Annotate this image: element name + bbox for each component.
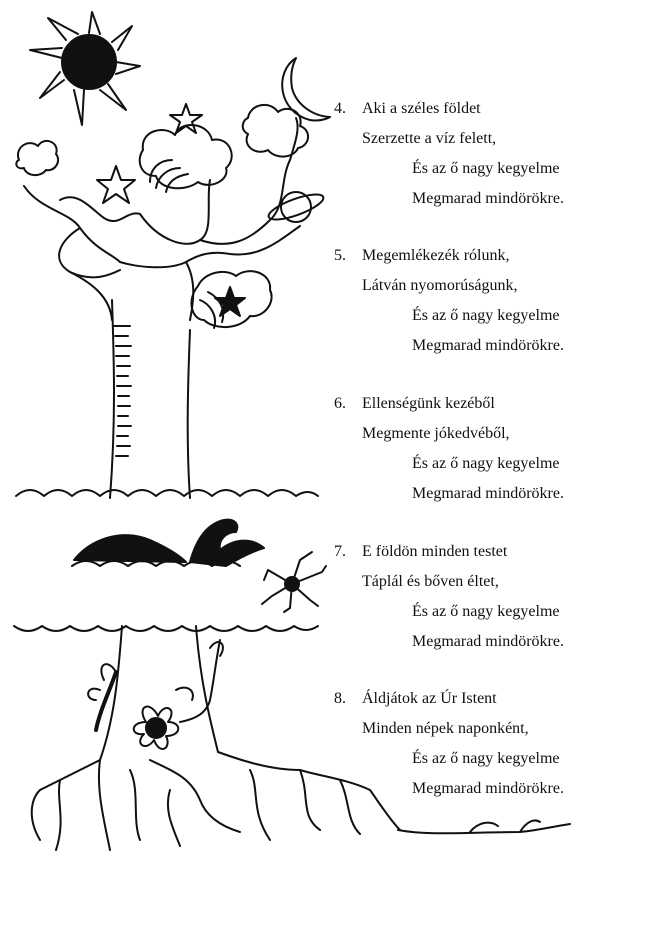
verse-line: Minden népek naponként, <box>362 720 529 737</box>
verse-line: És az ő nagy kegyelme <box>412 455 560 472</box>
verse-line: Megmarad mindörökre. <box>412 337 564 354</box>
verse-line: És az ő nagy kegyelme <box>412 160 560 177</box>
verse-number: 8. <box>334 690 346 707</box>
verse-number: 5. <box>334 247 346 264</box>
verse-line: Aki a széles földet <box>362 100 481 117</box>
sun-icon <box>30 12 140 125</box>
verse-number: 4. <box>334 100 346 117</box>
planet-icon <box>266 190 326 225</box>
hill-icon <box>74 520 264 566</box>
moon-icon <box>282 58 330 120</box>
spider-icon <box>262 552 326 612</box>
verse-line: Szerzette a víz felett, <box>362 130 497 147</box>
star-icon <box>97 104 245 316</box>
verse-line: Megmarad mindörökre. <box>412 485 564 502</box>
verse-line: Táplál és bőven éltet, <box>362 573 499 590</box>
verse-line: Áldjátok az Úr Istent <box>362 690 497 707</box>
verse-line: És az ő nagy kegyelme <box>412 307 560 324</box>
verse-line: Megmente jókedvéből, <box>362 425 510 442</box>
verse-line: Megmarad mindörökre. <box>412 633 564 650</box>
verse-line: És az ő nagy kegyelme <box>412 750 560 767</box>
verse-number: 7. <box>334 543 346 560</box>
verse-line: Megmarad mindörökre. <box>412 780 564 797</box>
verse-line: Látván nyomorúságunk, <box>362 277 518 294</box>
verse-line: Megemlékezék rólunk, <box>362 247 510 264</box>
verse-line: Ellenségünk kezéből <box>362 395 495 412</box>
tree-icon <box>100 626 218 760</box>
verse-line: Megmarad mindörökre. <box>412 190 564 207</box>
cloud-icon <box>16 105 308 328</box>
verse-line: És az ő nagy kegyelme <box>412 603 560 620</box>
verse-number: 6. <box>334 395 346 412</box>
verse-line: E földön minden testet <box>362 543 508 560</box>
